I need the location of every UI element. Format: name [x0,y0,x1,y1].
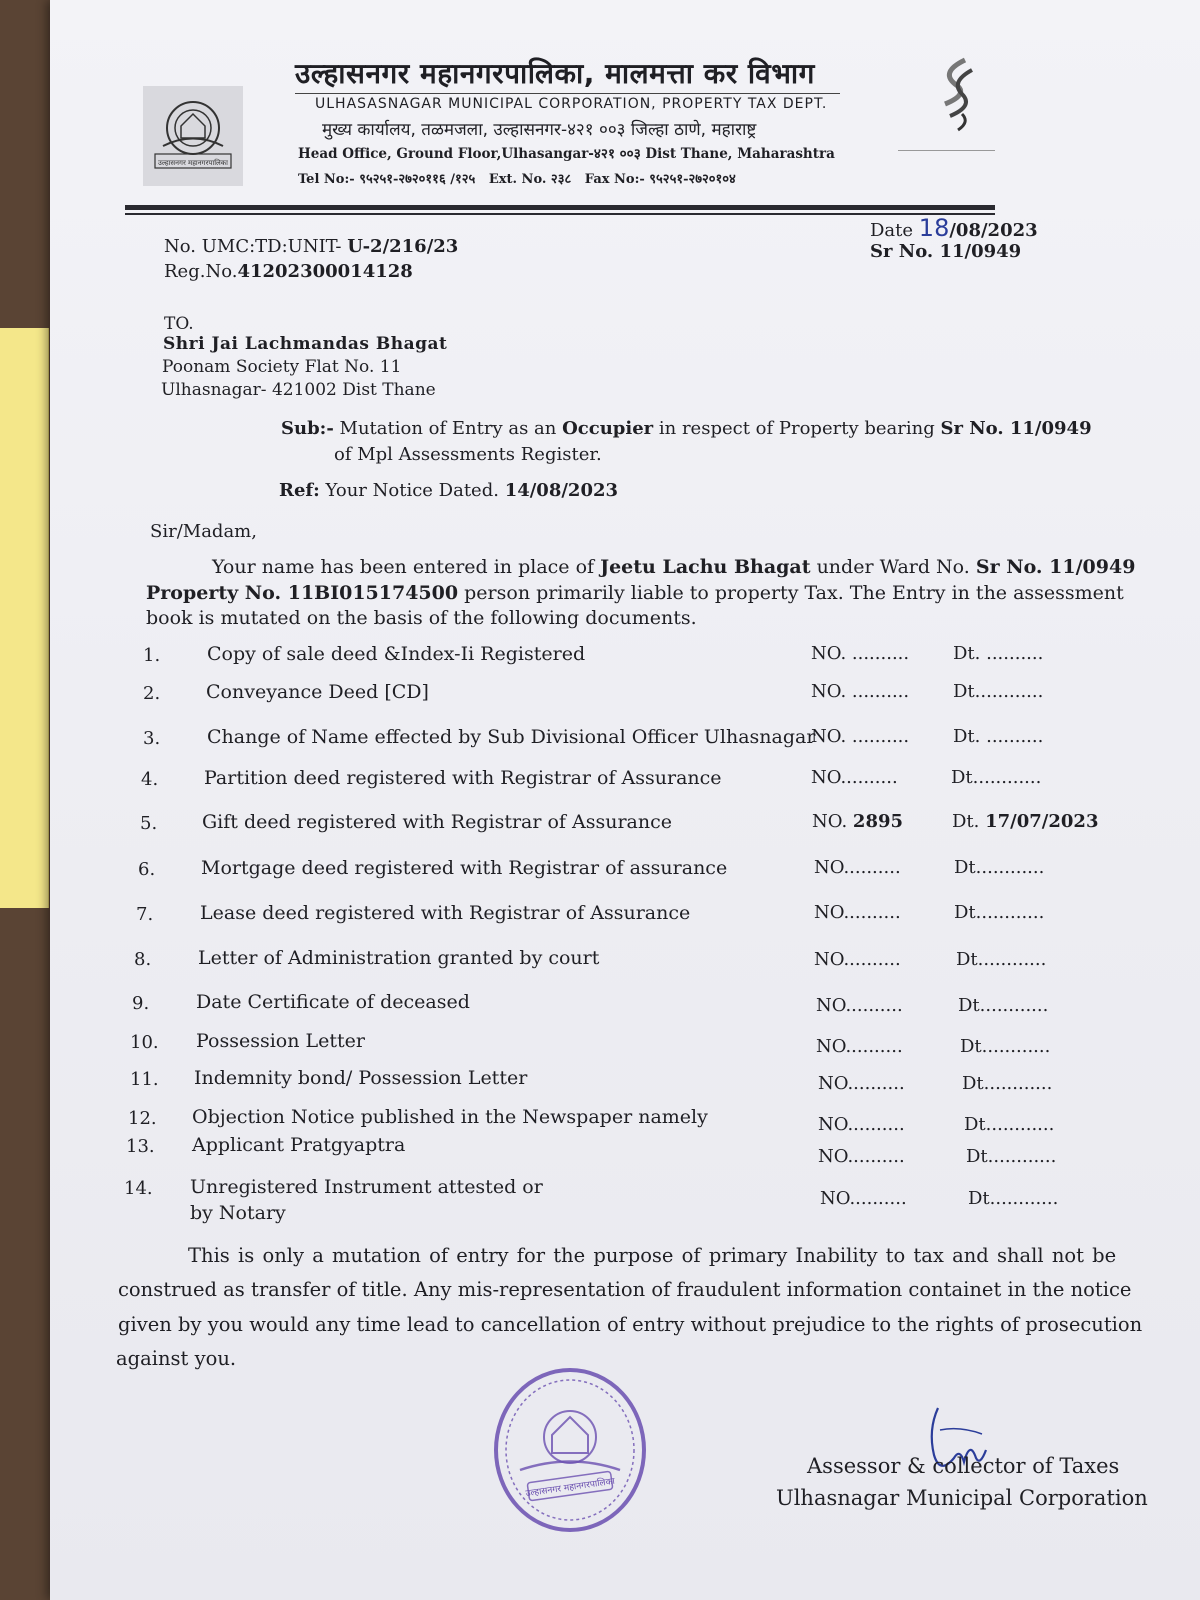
item-number: 1. [143,645,161,666]
item-date: Dt............ [956,949,1047,970]
closing-line-4: against you. [116,1347,237,1370]
property-number: Property No. 11BI015174500 [146,582,459,604]
date-day-handwritten: 18 [918,214,950,242]
body-line-2 [146,582,1124,604]
item-date: Dt............ [960,1036,1051,1057]
item-no: NO. 2895 [812,811,904,832]
body-serial: Sr No. 11/0949 [975,556,1136,578]
sticky-note [0,328,49,908]
item-text: Letter of Administration granted by court [198,947,600,969]
date-label: Date [870,220,914,241]
letter-number-value: U-2/216/23 [347,236,459,257]
tel-number: Tel No:- ९५२५१-२७२०११६ /१२५ [298,172,476,187]
item-date: Dt............ [968,1188,1059,1209]
header-marathi-address: मुख्य कार्यालय, तळमजला, उल्हासनगर-४२१ ००३ जिल्हा ठाणे, महाराष्ट्र [322,120,757,140]
registration-number [164,261,413,282]
item-no: NO. .......... [811,726,910,747]
item-no: NO.......... [818,1114,905,1135]
item-number: 7. [136,904,154,925]
item-text: Copy of sale deed &Index-Ii Registered [207,643,586,665]
registration-value: 41202300014128 [237,261,413,282]
item-text: Mortgage deed registered with Registrar of assurance [201,857,728,879]
letter-date [870,214,1038,242]
item-no: NO.......... [814,857,901,878]
salutation: Sir/Madam, [150,521,257,542]
emblem-banner-text: उल्हासनगर महानगरपालिका [158,159,228,167]
item-date: Dt............ [954,902,1045,923]
letter-page [50,0,1200,1600]
subject-role: Occupier [562,418,654,439]
subject-label: Sub:- [281,418,334,439]
item-date: Dt............ [964,1114,1055,1135]
item-text: Lease deed registered with Registrar of Assurance [200,902,691,924]
header-english-address: Head Office, Ground Floor,Ulhasangar-४२१ ००३ Dist Thane, Maharashtra [298,146,835,162]
item-date: Dt............ [951,767,1042,788]
item-text: Gift deed registered with Registrar of Assurance [202,811,672,833]
reference-label: Ref: [279,480,320,501]
item-no: NO.......... [818,1146,905,1167]
closing-line-1: This is only a mutation of entry for the purpose of primary Inability to tax and shall not be [188,1244,1117,1267]
addressee-line-2: Ulhasnagar- 421002 Dist Thane [161,380,436,400]
item-no: NO.......... [816,1036,903,1057]
item-number: 8. [134,949,152,970]
body-text-a: Your name has been entered in place of [212,556,595,578]
body-text-b: under Ward No. [816,556,970,578]
subject-serial: Sr No. 11/0949 [940,418,1092,439]
item-number: 3. [143,728,161,749]
item-date: Dt............ [953,681,1044,702]
item-no: NO.......... [811,767,898,788]
swirl-logo [910,52,1000,142]
item-text: Date Certificate of deceased [196,991,470,1013]
item-text: Indemnity bond/ Possession Letter [194,1067,528,1089]
header-rule-thick [125,205,995,210]
item-text: Partition deed registered with Registrar of Assurance [204,767,722,789]
item-date: Dt. 17/07/2023 [952,811,1099,832]
right-logo-rule [898,150,995,151]
item-text: Change of Name effected by Sub Divisional Officer Ulhasnagar [207,726,816,748]
header-underline [295,93,840,94]
item-no: NO.......... [814,902,901,923]
item-number: 5. [140,813,158,834]
fax-number: Fax No:- ९५२५१-२७२०१०४ [584,172,736,187]
item-date: Dt............ [954,857,1045,878]
subject-line-2: of Mpl Assessments Register. [334,444,602,465]
reference-date: 14/08/2023 [504,480,619,501]
seal-text: उल्हासनगर महानगरपालिका [525,1476,616,1500]
closing-line-2: construed as transfer of title. Any mis-representation of fraudulent information containet in the notice [118,1278,1132,1301]
subject-text-1: Mutation of Entry as an [339,418,557,439]
item-number: 12. [128,1108,157,1129]
municipal-emblem-logo [143,86,243,186]
item-text: Objection Notice published in the Newspaper namely [192,1106,708,1128]
item-number: 14. [124,1178,153,1199]
to-label: TO. [164,314,194,334]
item-text: Possession Letter [196,1030,365,1052]
header-marathi-title: उल्हासनगर महानगरपालिका, मालमत्ता कर विभाग [295,57,815,90]
body-line-1 [212,556,1135,578]
item-date: Dt. .......... [953,726,1044,747]
body-line-3: book is mutated on the basis of the following documents. [146,607,697,629]
date-month-year: /08/2023 [949,220,1038,241]
addressee-line-1: Poonam Society Flat No. 11 [162,357,402,377]
registration-label: Reg.No. [164,261,238,282]
header-contact-line [298,169,736,187]
item-number: 4. [141,769,159,790]
municipal-seal-stamp [490,1365,650,1535]
signatory-organization: Ulhasnagar Municipal Corporation [776,1486,1148,1510]
addressee-name: Shri Jai Lachmandas Bhagat [163,334,448,354]
item-no: NO. .......... [811,643,910,664]
item-no: NO. .......... [811,681,910,702]
gift-deed-number: 2895 [852,811,904,832]
handwritten-signature [920,1400,1000,1500]
signatory-title: Assessor & collector of Taxes [807,1454,1120,1478]
item-number: 2. [143,683,161,704]
letter-number-label: No. UMC:TD:UNIT- [164,236,342,257]
reference-text: Your Notice Dated. [325,480,499,501]
item-no: NO.......... [818,1073,905,1094]
body-text-c: person primarily liable to property Tax. The Entry in the assessment [464,582,1124,604]
serial-value: 11/0949 [939,241,1022,262]
item-no: NO.......... [820,1188,907,1209]
header-rule-thin [125,213,995,215]
item-number: 13. [126,1136,155,1157]
gift-deed-date: 17/07/2023 [985,811,1099,832]
serial-label: Sr No. [870,241,934,262]
header-english-title: ULHASASNAGAR MUNICIPAL CORPORATION, PROPERTY TAX DEPT. [315,96,828,112]
reference-line [279,480,618,501]
item-number: 11. [130,1069,159,1090]
item-no: NO.......... [816,995,903,1016]
item-date: Dt............ [962,1073,1053,1094]
item-number: 10. [130,1032,159,1053]
item-text: Unregistered Instrument attested or [190,1176,543,1198]
item-no: NO.......... [814,949,901,970]
letter-number [164,236,458,257]
previous-owner-name: Jeetu Lachu Bhagat [600,556,811,578]
ext-number: Ext. No. २३८ [488,172,572,187]
item-number: 6. [138,859,156,880]
item-date: Dt. .......... [953,643,1044,664]
closing-line-3: given by you would any time lead to cancellation of entry without prejudice to the rights of prosecution [118,1313,1143,1336]
item-number: 9. [132,993,150,1014]
item-text: Conveyance Deed [CD] [206,681,429,703]
subject-line [281,418,1092,439]
item-text-continued: by Notary [190,1202,286,1224]
item-text: Applicant Pratgyaptra [192,1134,406,1156]
serial-number [870,241,1021,262]
item-date: Dt............ [966,1146,1057,1167]
subject-text-2: in respect of Property bearing [658,418,935,439]
item-date: Dt............ [958,995,1049,1016]
